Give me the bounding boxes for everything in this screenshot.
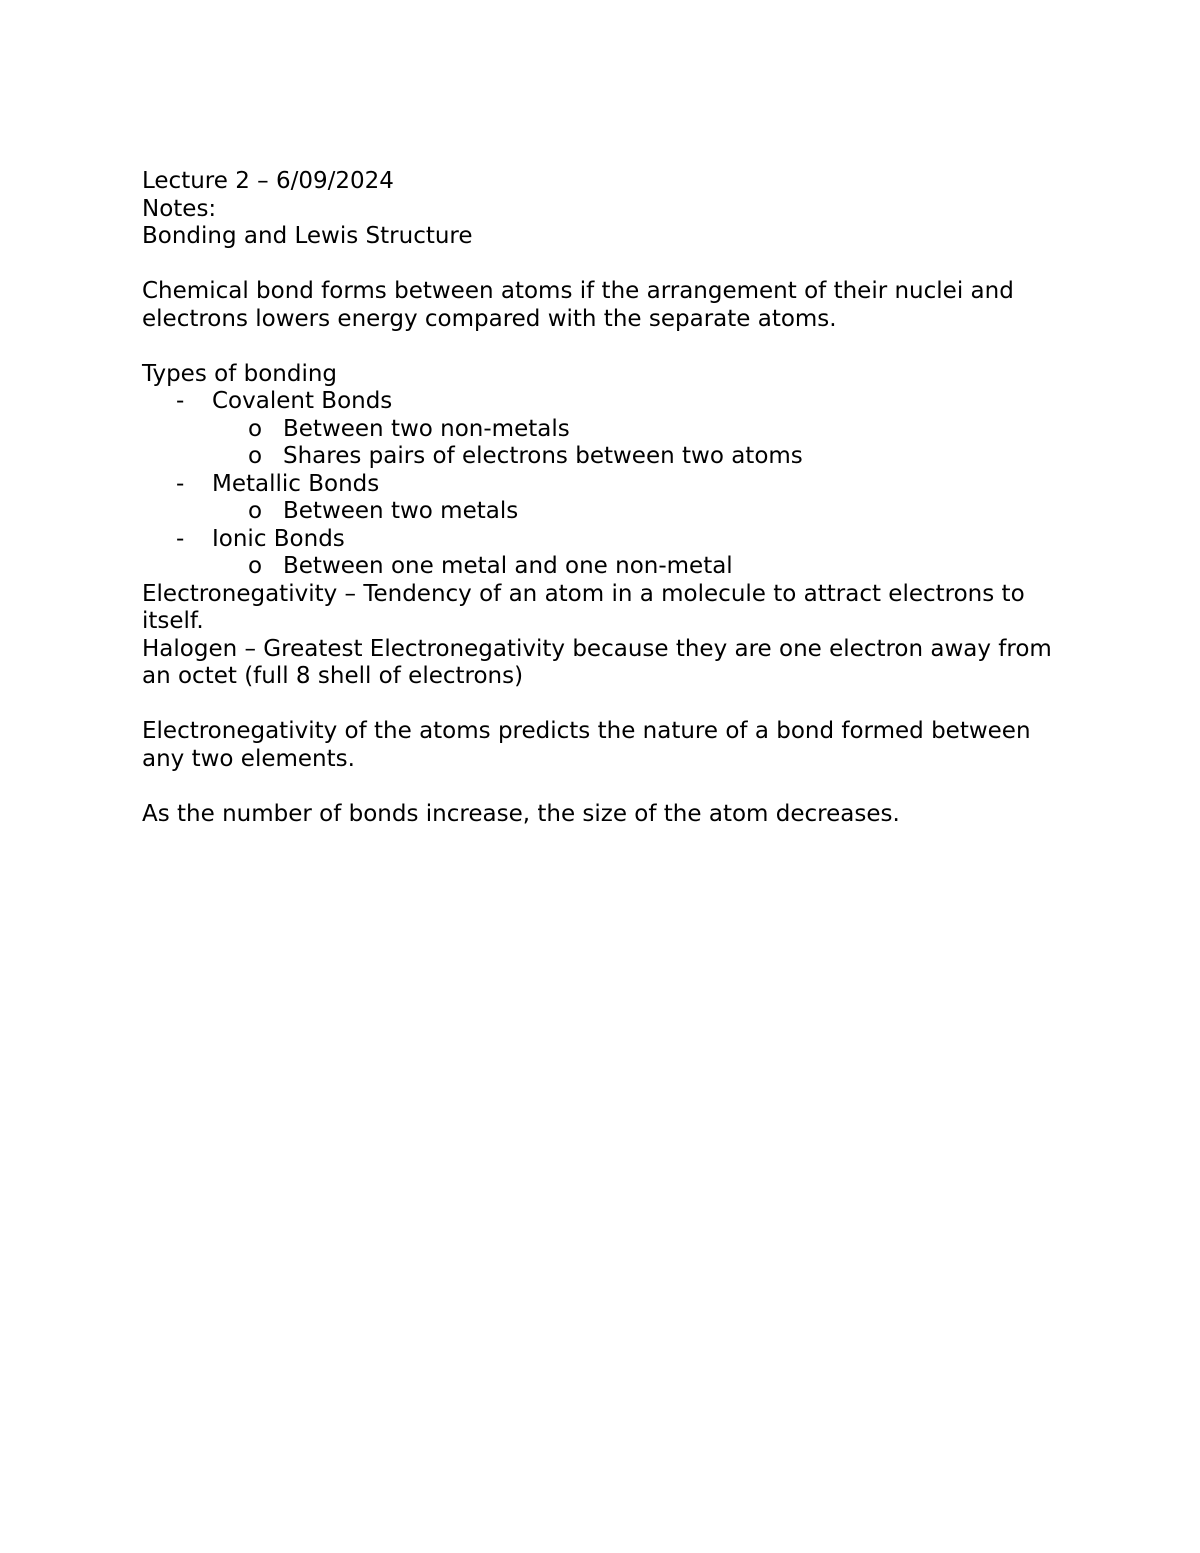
- sub-list-item: [142, 416, 1062, 444]
- bond-size-paragraph: As the number of bonds increase, the size of the atom decreases.: [142, 800, 900, 827]
- lecture-title: Lecture 2 – 6/09/2024: [142, 168, 394, 194]
- topic-title: Bonding and Lewis Structure: [142, 223, 473, 249]
- sub-item-text: Between two metals: [283, 498, 519, 524]
- notes-label: Notes:: [142, 195, 217, 222]
- types-heading: Types of bonding: [142, 360, 338, 387]
- list-item-label: Metallic Bonds: [212, 470, 380, 497]
- sub-list-item: [142, 443, 1062, 471]
- electronegativity-prediction-paragraph: Electronegativity of the atoms predicts the nature of a bond formed between any two elements.: [142, 718, 1038, 772]
- circle-bullet: o: [248, 415, 263, 442]
- sub-item-text: Shares pairs of electrons between two atoms: [283, 443, 803, 469]
- chemical-bond-paragraph: Chemical bond forms between atoms if the arrangement of their nuclei and electrons lowers energy compared with the separate atoms.: [142, 278, 1022, 332]
- sub-item-text: Between one metal and one non-metal: [283, 553, 733, 579]
- list-item-metallic-bonds: [142, 471, 1062, 499]
- circle-bullet: o: [248, 498, 263, 524]
- sub-list-item: [142, 498, 1062, 526]
- dash-bullet: -: [176, 470, 185, 497]
- dash-bullet: -: [176, 525, 185, 552]
- blank-line: [142, 333, 1062, 361]
- sub-item-text: Between two non-metals: [283, 415, 570, 442]
- dash-bullet: -: [176, 388, 185, 414]
- bond-types-list: [142, 388, 1062, 581]
- blank-line: [142, 251, 1062, 279]
- list-item-label: Covalent Bonds: [212, 388, 393, 414]
- circle-bullet: o: [248, 553, 263, 579]
- electronegativity-definition: Electronegativity – Tendency of an atom in a molecule to attract electrons to itself.: [142, 580, 1032, 634]
- circle-bullet: o: [248, 443, 263, 469]
- list-item-label: Ionic Bonds: [212, 525, 345, 552]
- halogen-note: Halogen – Greatest Electronegativity because they are one electron away from an octet (full 8 shell of electrons): [142, 635, 1060, 689]
- list-item-ionic-bonds: [142, 526, 1062, 554]
- document-body: [142, 168, 1062, 828]
- blank-line: [142, 691, 1062, 719]
- blank-line: [142, 773, 1062, 801]
- sub-list-item: [142, 553, 1062, 581]
- list-item-covalent-bonds: [142, 388, 1062, 416]
